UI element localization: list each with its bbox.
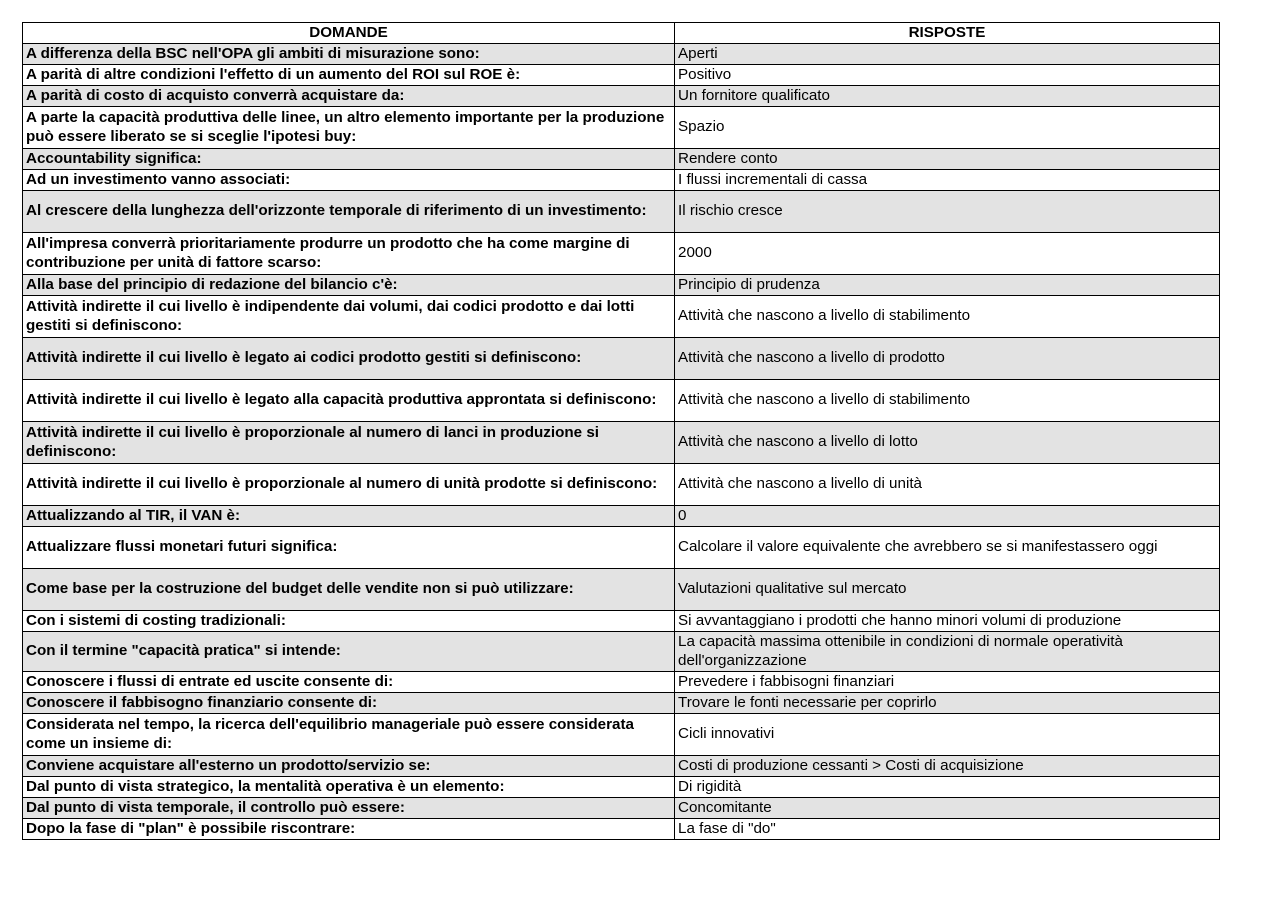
table-row	[23, 611, 1220, 632]
question-cell: Attualizzare flussi monetari futuri significa:	[23, 527, 675, 569]
answer-cell: Trovare le fonti necessarie per coprirlo	[675, 693, 1220, 714]
header-row	[23, 23, 1220, 44]
answer-cell: Attività che nascono a livello di stabilimento	[675, 296, 1220, 338]
table-row	[23, 86, 1220, 107]
question-cell: Conoscere il fabbisogno finanziario consente di:	[23, 693, 675, 714]
question-cell: Dal punto di vista temporale, il controllo può essere:	[23, 798, 675, 819]
table-row	[23, 149, 1220, 170]
question-cell: Attualizzando al TIR, il VAN è:	[23, 506, 675, 527]
table-row	[23, 672, 1220, 693]
answer-cell: Si avvantaggiano i prodotti che hanno minori volumi di produzione	[675, 611, 1220, 632]
table-row	[23, 819, 1220, 840]
table-row	[23, 693, 1220, 714]
table-row	[23, 233, 1220, 275]
table-row	[23, 275, 1220, 296]
answer-cell: Attività che nascono a livello di unità	[675, 464, 1220, 506]
table-row	[23, 296, 1220, 338]
table-row	[23, 170, 1220, 191]
table-row	[23, 65, 1220, 86]
table-row	[23, 527, 1220, 569]
table-row	[23, 44, 1220, 65]
question-cell: Come base per la costruzione del budget delle vendite non si può utilizzare:	[23, 569, 675, 611]
answer-cell: Valutazioni qualitative sul mercato	[675, 569, 1220, 611]
table-row	[23, 464, 1220, 506]
question-cell: Attività indirette il cui livello è legato ai codici prodotto gestiti si definiscono:	[23, 338, 675, 380]
question-cell: Considerata nel tempo, la ricerca dell'equilibrio manageriale può essere considerata come un insieme di:	[23, 714, 675, 756]
question-cell: Con il termine "capacità pratica" si intende:	[23, 632, 675, 672]
question-cell: Alla base del principio di redazione del bilancio c'è:	[23, 275, 675, 296]
answer-cell: Attività che nascono a livello di stabilimento	[675, 380, 1220, 422]
answer-cell: Di rigidità	[675, 777, 1220, 798]
question-cell: Ad un investimento vanno associati:	[23, 170, 675, 191]
qa-table	[22, 22, 1220, 840]
question-cell: A parte la capacità produttiva delle linee, un altro elemento importante per la produzione può essere liberato se si sceglie l'ipotesi buy:	[23, 107, 675, 149]
answer-cell: 0	[675, 506, 1220, 527]
question-cell: Attività indirette il cui livello è proporzionale al numero di unità prodotte si definiscono:	[23, 464, 675, 506]
answer-cell: Concomitante	[675, 798, 1220, 819]
table-row	[23, 506, 1220, 527]
question-cell: A parità di altre condizioni l'effetto di un aumento del ROI sul ROE è:	[23, 65, 675, 86]
question-cell: Dal punto di vista strategico, la mentalità operativa è un elemento:	[23, 777, 675, 798]
question-cell: Con i sistemi di costing tradizionali:	[23, 611, 675, 632]
answer-cell: Aperti	[675, 44, 1220, 65]
table-row	[23, 798, 1220, 819]
answer-cell: Rendere conto	[675, 149, 1220, 170]
answer-cell: Costi di produzione cessanti > Costi di acquisizione	[675, 756, 1220, 777]
table-row	[23, 191, 1220, 233]
table-row	[23, 714, 1220, 756]
answer-cell: Cicli innovativi	[675, 714, 1220, 756]
question-cell: A parità di costo di acquisto converrà acquistare da:	[23, 86, 675, 107]
spreadsheet-page	[22, 22, 1219, 840]
answer-cell: La fase di "do"	[675, 819, 1220, 840]
table-row	[23, 422, 1220, 464]
answer-cell: La capacità massima ottenibile in condizioni di normale operatività dell'organizzazione	[675, 632, 1220, 672]
table-row	[23, 107, 1220, 149]
table-row	[23, 338, 1220, 380]
question-cell: Accountability significa:	[23, 149, 675, 170]
header-answer: RISPOSTE	[675, 23, 1220, 44]
question-cell: Attività indirette il cui livello è proporzionale al numero di lanci in produzione si definiscono:	[23, 422, 675, 464]
answer-cell: 2000	[675, 233, 1220, 275]
question-cell: Conviene acquistare all'esterno un prodotto/servizio se:	[23, 756, 675, 777]
answer-cell: Positivo	[675, 65, 1220, 86]
table-row	[23, 777, 1220, 798]
table-row	[23, 380, 1220, 422]
question-cell: Dopo la fase di "plan" è possibile riscontrare:	[23, 819, 675, 840]
table-row	[23, 632, 1220, 672]
answer-cell: Prevedere i fabbisogni finanziari	[675, 672, 1220, 693]
question-cell: Attività indirette il cui livello è indipendente dai volumi, dai codici prodotto e dai lotti gestiti si definiscono:	[23, 296, 675, 338]
question-cell: Attività indirette il cui livello è legato alla capacità produttiva approntata si definiscono:	[23, 380, 675, 422]
question-cell: A differenza della BSC nell'OPA gli ambiti di misurazione sono:	[23, 44, 675, 65]
answer-cell: Il rischio cresce	[675, 191, 1220, 233]
answer-cell: Un fornitore qualificato	[675, 86, 1220, 107]
question-cell: All'impresa converrà prioritariamente produrre un prodotto che ha come margine di contribuzione per unità di fattore scarso:	[23, 233, 675, 275]
answer-cell: Spazio	[675, 107, 1220, 149]
table-row	[23, 756, 1220, 777]
answer-cell: Attività che nascono a livello di prodotto	[675, 338, 1220, 380]
answer-cell: Calcolare il valore equivalente che avrebbero se si manifestassero oggi	[675, 527, 1220, 569]
answer-cell: Attività che nascono a livello di lotto	[675, 422, 1220, 464]
question-cell: Conoscere i flussi di entrate ed uscite consente di:	[23, 672, 675, 693]
answer-cell: I flussi incrementali di cassa	[675, 170, 1220, 191]
question-cell: Al crescere della lunghezza dell'orizzonte temporale di riferimento di un investimento:	[23, 191, 675, 233]
answer-cell: Principio di prudenza	[675, 275, 1220, 296]
table-row	[23, 569, 1220, 611]
header-question: DOMANDE	[23, 23, 675, 44]
